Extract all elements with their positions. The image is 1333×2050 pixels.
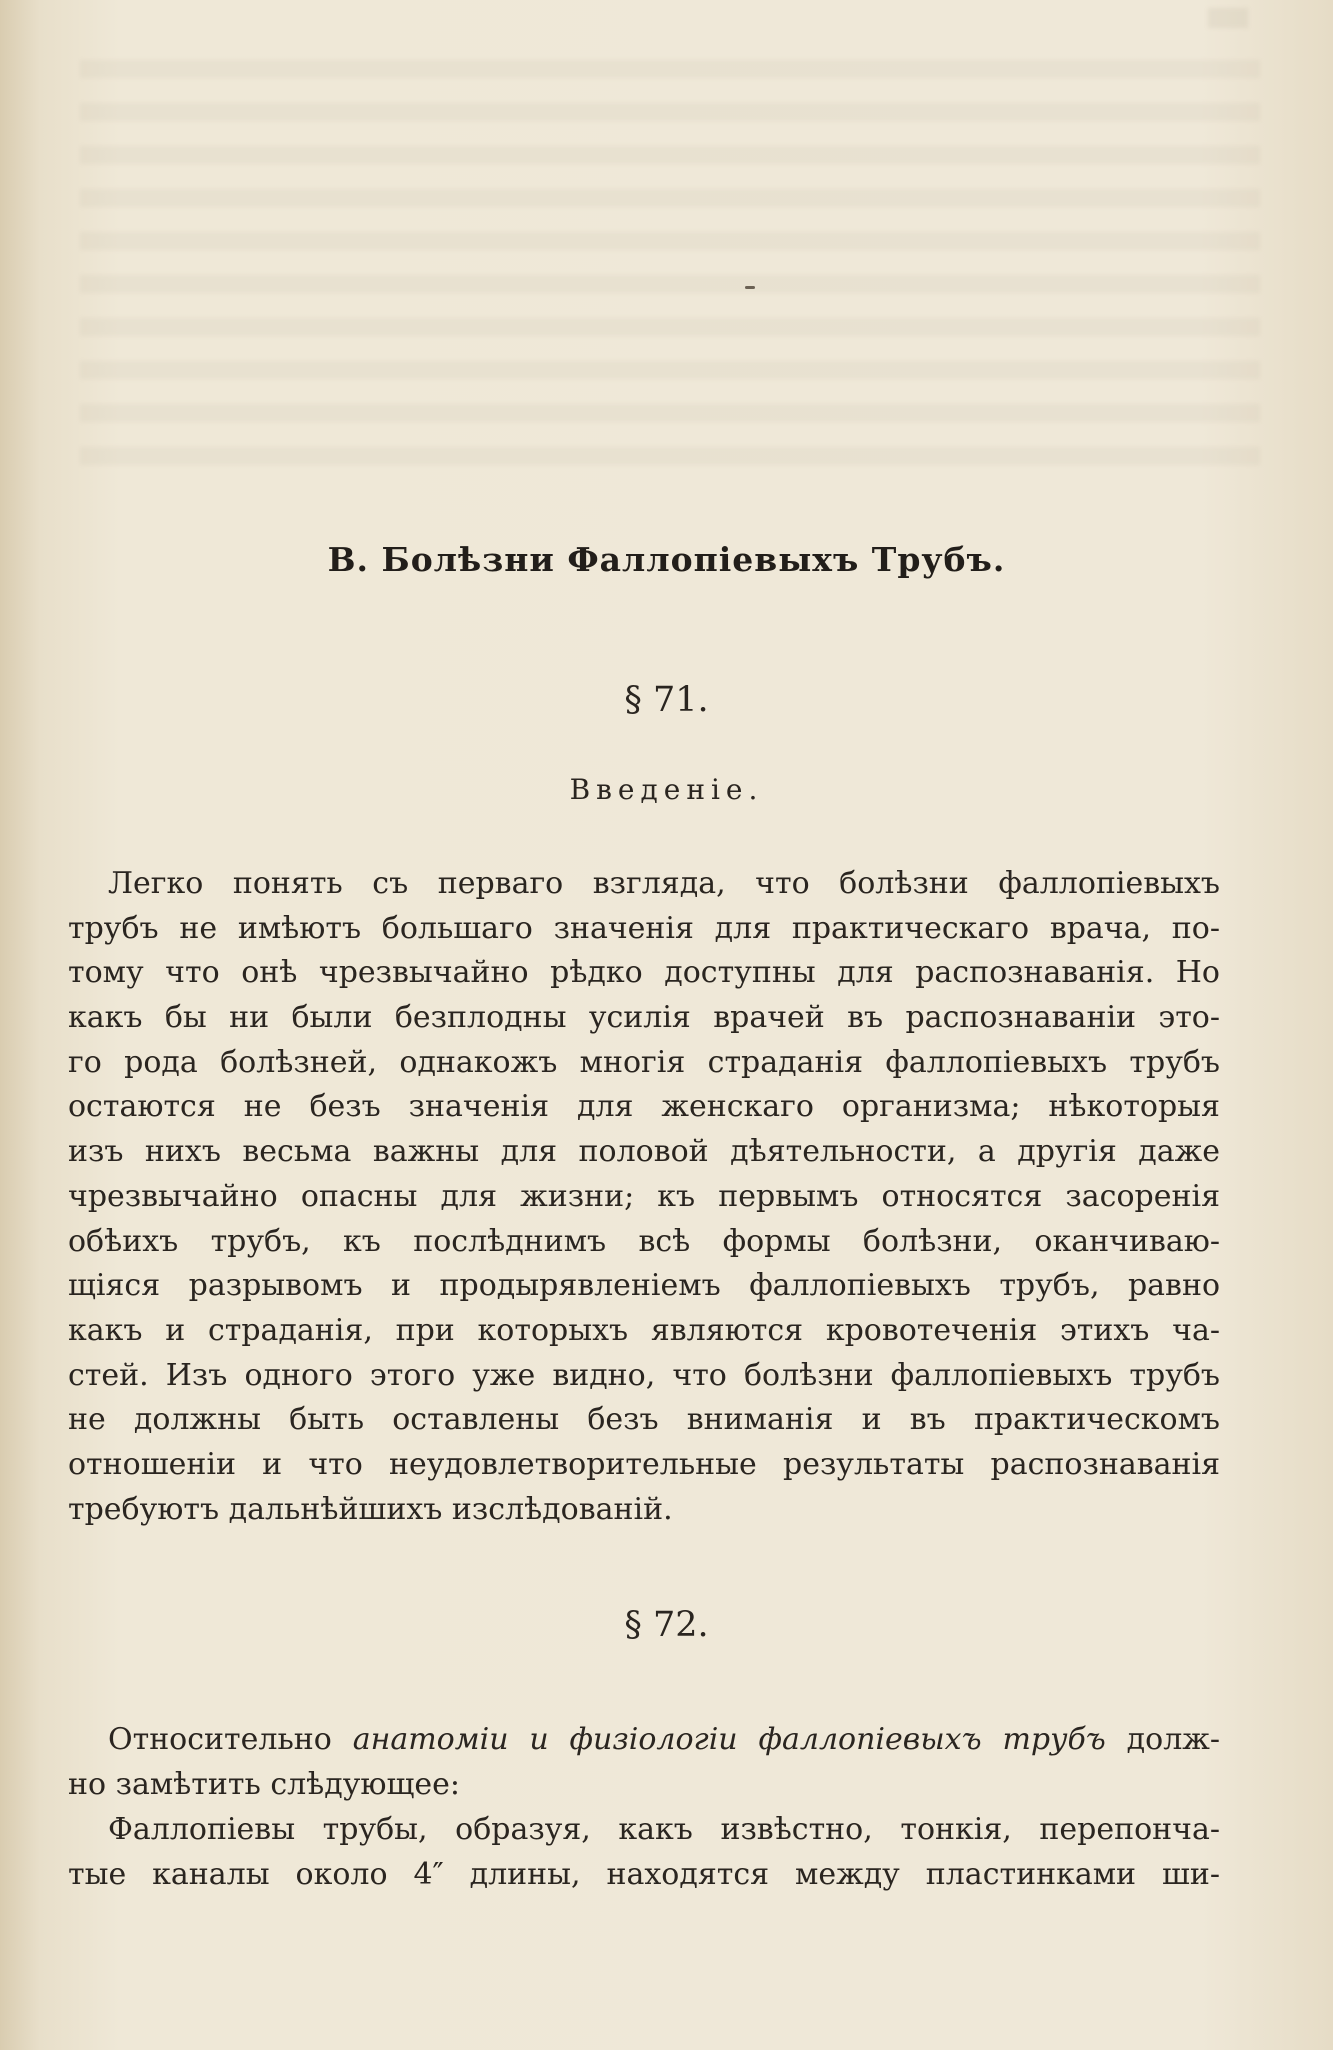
section-subheading: Введеніе.	[569, 773, 764, 806]
paragraph-line: не должны быть оставлены безъ вниманія и въ практическомъ	[68, 1402, 1220, 1438]
paragraph-introduction	[68, 862, 1220, 1532]
paragraph-line	[68, 1718, 1220, 1763]
paragraph-line: обѣихъ трубъ, къ послѣднимъ всѣ формы болѣзни, оканчиваю-	[68, 1223, 1220, 1259]
ink-speck	[745, 286, 755, 289]
paragraph-line: Фаллопіевы трубы, образуя, какъ извѣстно, тонкія, перепонча-	[108, 1812, 1220, 1847]
bleed-through-text	[80, 60, 1260, 480]
bleed-through-page-number	[1208, 8, 1248, 28]
chapter-heading: B. Болѣзни Фаллопіевыхъ Трубъ.	[327, 540, 1006, 579]
paragraph-anatomy-intro	[68, 1718, 1220, 1807]
italic-phrase: анатоміи и физіологіи фаллопіевыхъ трубъ	[352, 1722, 1106, 1757]
section-number-71: § 71.	[624, 680, 709, 720]
paragraph-line: тые каналы около 4″ длины, находятся между пластинками ши-	[68, 1856, 1220, 1892]
paragraph-line: остаются не безъ значенія для женскаго организма; нѣкоторыя	[68, 1089, 1220, 1125]
paragraph-line: трубъ не имѣютъ большаго значенія для практическаго врача, по-	[68, 910, 1220, 946]
paragraph-line: стей. Изъ одного этого уже видно, что болѣзни фаллопіевыхъ трубъ	[68, 1357, 1220, 1393]
section-number-72: § 72.	[624, 1605, 709, 1645]
paragraph-line: отношеніи и что неудовлетворительные результаты распознаванія	[68, 1446, 1220, 1482]
paragraph-line: изъ нихъ весьма важны для половой дѣятельности, а другія даже	[68, 1134, 1220, 1170]
paragraph-line: тому что онѣ чрезвычайно рѣдко доступны для распознаванія. Но	[68, 955, 1220, 991]
paragraph-line: го рода болѣзней, однакожъ многія страданія фаллопіевыхъ трубъ	[68, 1044, 1220, 1080]
paragraph-line: требуютъ дальнѣйшихъ изслѣдованій.	[68, 1491, 673, 1527]
paragraph-line: какъ бы ни были безплодны усилія врачей въ распознаваніи это-	[68, 1000, 1220, 1036]
paragraph-line: Легко понять съ перваго взгляда, что болѣзни фаллопіевыхъ	[108, 866, 1220, 901]
paragraph-line: какъ и страданія, при которыхъ являются кровотеченія этихъ ча-	[68, 1312, 1220, 1348]
line-text: долж-	[1105, 1722, 1220, 1757]
line-text: Относительно	[108, 1722, 353, 1757]
paragraph-line: но замѣтить слѣдующее:	[68, 1766, 461, 1802]
paragraph-anatomy-body	[68, 1808, 1220, 1897]
paragraph-line: чрезвычайно опасны для жизни; къ первымъ относятся засоренія	[68, 1178, 1220, 1214]
paragraph-line: щіяся разрывомъ и продырявленіемъ фаллопіевыхъ трубъ, равно	[68, 1268, 1220, 1304]
